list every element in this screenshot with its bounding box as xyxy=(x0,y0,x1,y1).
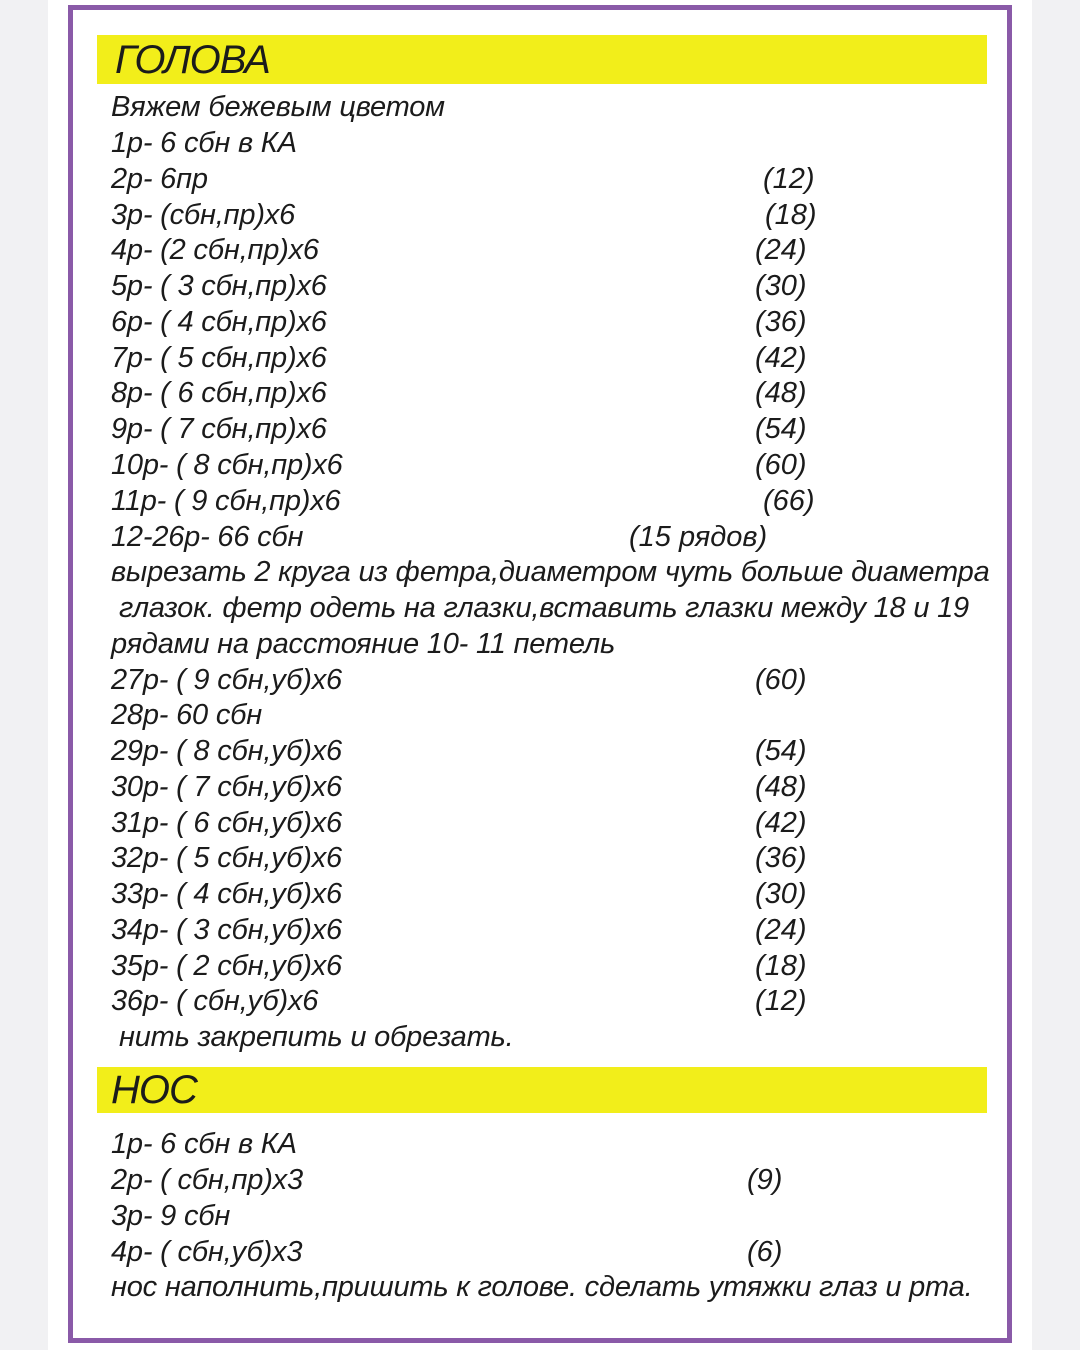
instruction-line: 1р- 6 сбн в КА xyxy=(111,1128,297,1160)
stitch-count: (48) xyxy=(755,377,807,409)
instruction-line: 36р- ( сбн,уб)х6 xyxy=(111,985,319,1017)
instruction-line: 28р- 60 сбн xyxy=(111,699,262,731)
instruction-line: 31р- ( 6 сбн,уб)х6 xyxy=(111,807,342,839)
instruction-line: 5р- ( 3 сбн,пр)х6 xyxy=(111,270,327,302)
stitch-count: (60) xyxy=(755,449,807,481)
instruction-line: 10р- ( 8 сбн,пр)х6 xyxy=(111,449,343,481)
instruction-line: 9р- ( 7 сбн,пр)х6 xyxy=(111,413,327,445)
instruction-line: 2р- 6пр xyxy=(111,163,208,195)
stitch-count: (60) xyxy=(755,664,807,696)
instruction-line: 29р- ( 8 сбн,уб)х6 xyxy=(111,735,342,767)
instruction-line: 8р- ( 6 сбн,пр)х6 xyxy=(111,377,327,409)
stitch-count: (6) xyxy=(747,1236,783,1268)
instruction-line: 6р- ( 4 сбн,пр)х6 xyxy=(111,306,327,338)
stitch-count: (30) xyxy=(755,878,807,910)
pattern-frame xyxy=(68,5,1012,1343)
stitch-count: (48) xyxy=(755,771,807,803)
instruction-line: 34р- ( 3 сбн,уб)х6 xyxy=(111,914,342,946)
stitch-count: (12) xyxy=(755,985,807,1017)
stitch-count: (30) xyxy=(755,270,807,302)
stitch-count: (24) xyxy=(755,234,807,266)
page xyxy=(48,0,1032,1350)
instruction-line: 3р- 9 сбн xyxy=(111,1200,231,1232)
stitch-count: (36) xyxy=(755,842,807,874)
stitch-count: (36) xyxy=(755,306,807,338)
instruction-line: Вяжем бежевым цветом xyxy=(111,91,445,123)
section-header-head xyxy=(97,35,987,84)
stitch-count: (42) xyxy=(755,807,807,839)
instruction-line: 32р- ( 5 сбн,уб)х6 xyxy=(111,842,342,874)
instruction-line: 3р- (сбн,пр)х6 xyxy=(111,199,296,231)
instruction-line: 27р- ( 9 сбн,уб)х6 xyxy=(111,664,342,696)
instruction-line: 1р- 6 сбн в КА xyxy=(111,127,297,159)
instruction-line: 4р- (2 сбн,пр)х6 xyxy=(111,234,319,266)
section-title-nose: НОС xyxy=(111,1068,197,1112)
section-title-head: ГОЛОВА xyxy=(115,38,270,82)
section-header-nose xyxy=(97,1067,987,1113)
stitch-count: (18) xyxy=(765,199,817,231)
stitch-count: (24) xyxy=(755,914,807,946)
stitch-count: (9) xyxy=(747,1164,783,1196)
instruction-line: вырезать 2 круга из фетра,диаметром чуть больше диаметра xyxy=(111,556,990,588)
stitch-count: (18) xyxy=(755,950,807,982)
stitch-count: (12) xyxy=(763,163,815,195)
instruction-line: нить закрепить и обрезать. xyxy=(119,1021,514,1053)
stitch-count: (15 рядов) xyxy=(629,521,768,553)
instruction-line: 12-26р- 66 сбн xyxy=(111,521,304,553)
stitch-count: (54) xyxy=(755,413,807,445)
instruction-line: 2р- ( сбн,пр)х3 xyxy=(111,1164,303,1196)
instruction-line: глазок. фетр одеть на глазки,вставить глазки между 18 и 19 xyxy=(119,592,969,624)
instruction-line: 35р- ( 2 сбн,уб)х6 xyxy=(111,950,342,982)
stitch-count: (42) xyxy=(755,342,807,374)
stitch-count: (66) xyxy=(763,485,815,517)
instruction-line: 11р- ( 9 сбн,пр)х6 xyxy=(111,485,341,517)
instruction-line: 4р- ( сбн,уб)х3 xyxy=(111,1236,303,1268)
instruction-line: 33р- ( 4 сбн,уб)х6 xyxy=(111,878,342,910)
instruction-line: 30р- ( 7 сбн,уб)х6 xyxy=(111,771,342,803)
stitch-count: (54) xyxy=(755,735,807,767)
instruction-line: рядами на расстояние 10- 11 петель xyxy=(111,628,616,660)
instruction-line: нос наполнить,пришить к голове. сделать утяжки глаз и рта. xyxy=(111,1271,973,1303)
instruction-line: 7р- ( 5 сбн,пр)х6 xyxy=(111,342,327,374)
